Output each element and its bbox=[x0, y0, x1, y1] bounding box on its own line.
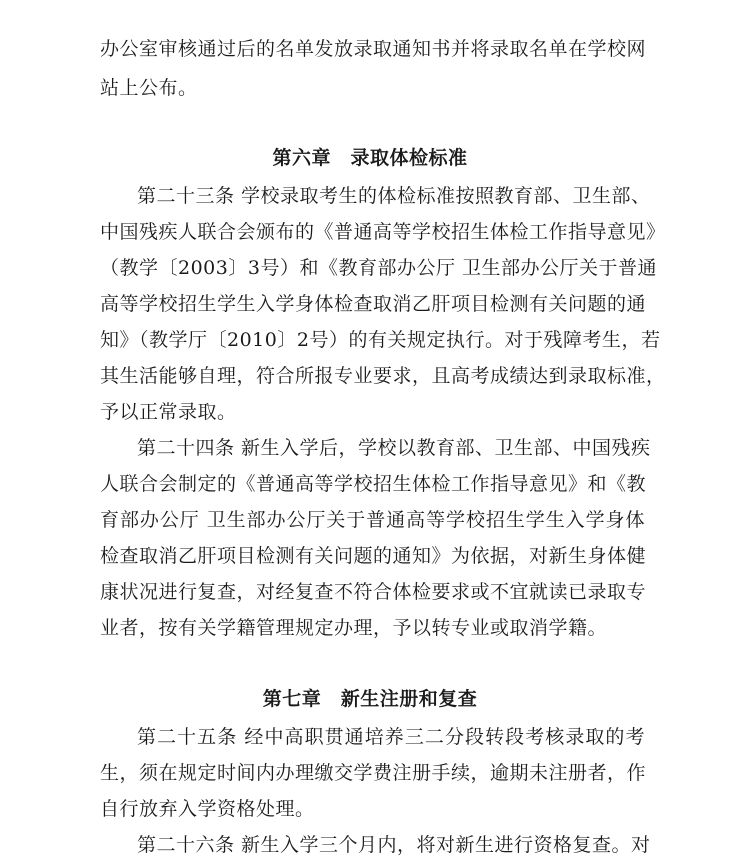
chapter-6-title: 第六章 录取体检标准 bbox=[272, 147, 468, 169]
article-24-line-4: 检查取消乙肝项目检测有关问题的通知》为依据，对新生身体健 bbox=[100, 545, 647, 567]
article-24-line-2: 人联合会制定的《普通高等学校招生体检工作指导意见》和《教 bbox=[100, 473, 647, 495]
chapter-7-title: 第七章 新生注册和复查 bbox=[262, 688, 478, 710]
article-23-line-7: 予以正常录取。 bbox=[100, 401, 237, 423]
intro-line-2: 站上公布。 bbox=[100, 77, 198, 99]
article-25-line-1: 第二十五条 经中高职贯通培养三二分段转段考核录取的考 bbox=[137, 726, 645, 748]
article-23-line-1: 第二十三条 学校录取考生的体检标准按照教育部、卫生部、 bbox=[137, 185, 651, 207]
article-26-line-1: 第二十六条 新生入学三个月内，将对新生进行资格复查。对 bbox=[137, 834, 651, 856]
article-23-line-3: （教学〔2003〕3号）和《教育部办公厅 卫生部办公厅关于普通 bbox=[100, 257, 657, 279]
intro-line-1: 办公室审核通过后的名单发放录取通知书并将录取名单在学校网 bbox=[100, 38, 647, 60]
article-24-line-1: 第二十四条 新生入学后，学校以教育部、卫生部、中国残疾 bbox=[137, 437, 651, 459]
article-25-line-3: 自行放弃入学资格处理。 bbox=[100, 798, 315, 820]
article-24-line-5: 康状况进行复查，对经复查不符合体检要求或不宜就读已录取专 bbox=[100, 581, 647, 603]
article-24-line-6: 业者，按有关学籍管理规定办理，予以转专业或取消学籍。 bbox=[100, 617, 608, 639]
article-23-line-5: 知》（教学厅〔2010〕2号）的有关规定执行。对于残障考生，若 bbox=[100, 329, 661, 351]
article-23-line-2: 中国残疾人联合会颁布的《普通高等学校招生体检工作指导意见》 bbox=[100, 221, 666, 243]
article-24-line-3: 育部办公厅 卫生部办公厅关于普通高等学校招生学生入学身体 bbox=[100, 509, 645, 531]
article-25-line-2: 生，须在规定时间内办理缴交学费注册手续，逾期未注册者，作 bbox=[100, 762, 647, 784]
article-23-line-4: 高等学校招生学生入学身体检查取消乙肝项目检测有关问题的通 bbox=[100, 293, 647, 315]
article-23-line-6: 其生活能够自理，符合所报专业要求，且高考成绩达到录取标准， bbox=[100, 365, 666, 387]
